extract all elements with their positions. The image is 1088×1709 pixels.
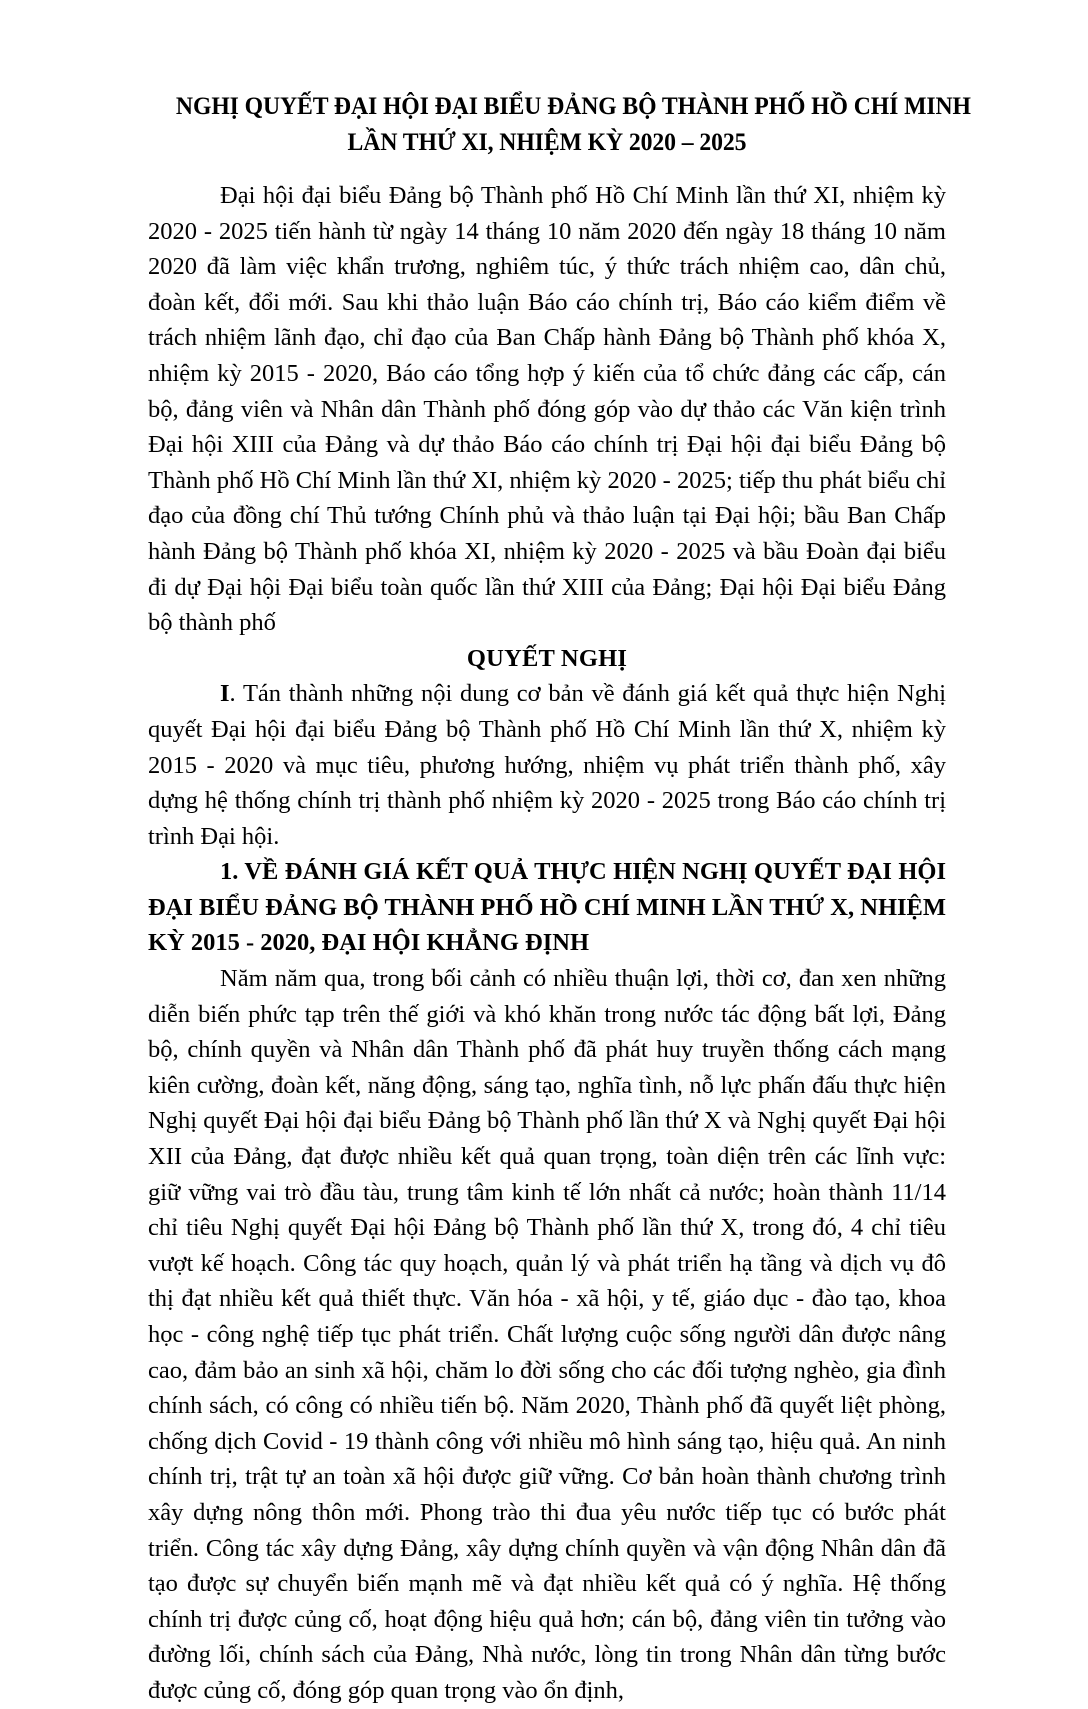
heading-quyet-nghi: QUYẾT NGHỊ: [466, 644, 628, 672]
document-title-line-2: LẦN THỨ XI, NHIỆM KỲ 2020 – 2025: [347, 127, 747, 156]
paragraph-body-1: Năm năm qua, trong bối cảnh có nhiều thuận lợi, thời cơ, đan xen những diễn biến phức tạp trên thế giới và khó khăn trong nước tác động bất lợi, Đảng bộ, chính quyền và Nhân dân Thành phố đã phát huy truyền thống cách mạng kiên cường, đoàn kết, năng động, sáng tạo, nghĩa tình, nỗ lực phấn đấu thực hiện Nghị quyết Đại hội đại biểu Đảng bộ Thành phố lần thứ X và Nghị quyết Đại hội XII của Đảng, đạt được nhiều kết quả quan trọng, toàn diện trên các lĩnh vực: giữ vững vai trò đầu tàu, trung tâm kinh tế lớn nhất cả nước; hoàn thành 11/14 chỉ tiêu Nghị quyết Đại hội Đảng bộ Thành phố lần thứ X, trong đó, 4 chỉ tiêu vượt kế hoạch. Công tác quy hoạch, quản lý và phát triển hạ tầng và dịch vụ đô thị đạt nhiều kết quả thiết thực. Văn hóa - xã hội, y tế, giáo dục - đào tạo, khoa học - công nghệ tiếp tục phát triển. Chất lượng cuộc sống người dân được nâng cao, đảm bảo an sinh xã hội, chăm lo đời sống cho các đối tượng nghèo, gia đình chính sách, có công có nhiều tiến bộ. Năm 2020, Thành phố đã quyết liệt phòng, chống dịch Covid - 19 thành công với nhiều mô hình sáng tạo, hiệu quả. An ninh chính trị, trật tự an toàn xã hội được giữ vững. Cơ bản hoàn thành chương trình xây dựng nông thôn mới. Phong trào thi đua yêu nước tiếp tục có bước phát triển. Công tác xây dựng Đảng, xây dựng chính quyền và vận động Nhân dân đã tạo được sự chuyển biến mạnh mẽ và đạt nhiều kết quả có ý nghĩa. Hệ thống chính trị được củng cố, hoạt động hiệu quả hơn; cán bộ, đảng viên tin tưởng vào đường lối, chính sách của Đảng, Nhà nước, lòng tin trong Nhân dân từng bước được củng cố, đóng góp quan trọng vào ổn định,: [148, 965, 946, 1704]
paragraph-section-i: [148, 676, 946, 854]
document-title: [175, 0, 971, 160]
section-i-text: . Tán thành những nội dung cơ bản về đánh giá kết quả thực hiện Nghị quyết Đại hội đại biểu Đảng bộ Thành phố Hồ Chí Minh lần thứ X, nhiệm kỳ 2015 - 2020 và mục tiêu, phương hướng, nhiệm vụ phát triển thành phố, xây dựng hệ thống chính trị thành phố nhiệm kỳ 2020 - 2025 trong Báo cáo chính trị trình Đại hội.: [148, 680, 946, 850]
heading-section-1: 1. VỀ ĐÁNH GIÁ KẾT QUẢ THỰC HIỆN NGHỊ QUYẾT ĐẠI HỘI ĐẠI BIỂU ĐẢNG BỘ THÀNH PHỐ HỒ CHÍ MINH LẦN THỨ X, NHIỆM KỲ 2015 - 2020, ĐẠI HỘI KHẲNG ĐỊNH: [148, 858, 946, 957]
document-title-line-1: NGHỊ QUYẾT ĐẠI HỘI ĐẠI BIỂU ĐẢNG BỘ THÀNH PHỐ HỒ CHÍ MINH: [175, 91, 971, 120]
section-i-numeral: I: [220, 680, 230, 708]
document-body: [148, 160, 946, 1709]
paragraph-opening: Đại hội đại biểu Đảng bộ Thành phố Hồ Chí Minh lần thứ XI, nhiệm kỳ 2020 - 2025 tiến hành từ ngày 14 tháng 10 năm 2020 đến ngày 18 tháng 10 năm 2020 đã làm việc khẩn trương, nghiêm túc, ý thức trách nhiệm cao, dân chủ, đoàn kết, đổi mới. Sau khi thảo luận Báo cáo chính trị, Báo cáo kiểm điểm về trách nhiệm lãnh đạo, chỉ đạo của Ban Chấp hành Đảng bộ Thành phố khóa X, nhiệm kỳ 2015 - 2020, Báo cáo tổng hợp ý kiến của tổ chức đảng các cấp, cán bộ, đảng viên và Nhân dân Thành phố đóng góp vào dự thảo các Văn kiện trình Đại hội XIII của Đảng và dự thảo Báo cáo chính trị Đại hội đại biểu Đảng bộ Thành phố Hồ Chí Minh lần thứ XI, nhiệm kỳ 2020 - 2025; tiếp thu phát biểu chỉ đạo của đồng chí Thủ tướng Chính phủ và thảo luận tại Đại hội; bầu Ban Chấp hành Đảng bộ Thành phố khóa XI, nhiệm kỳ 2020 - 2025 và bầu Đoàn đại biểu đi dự Đại hội Đại biểu toàn quốc lần thứ XIII của Đảng; Đại hội Đại biểu Đảng bộ thành phố: [148, 182, 946, 637]
document-content-column: [148, 0, 971, 1709]
